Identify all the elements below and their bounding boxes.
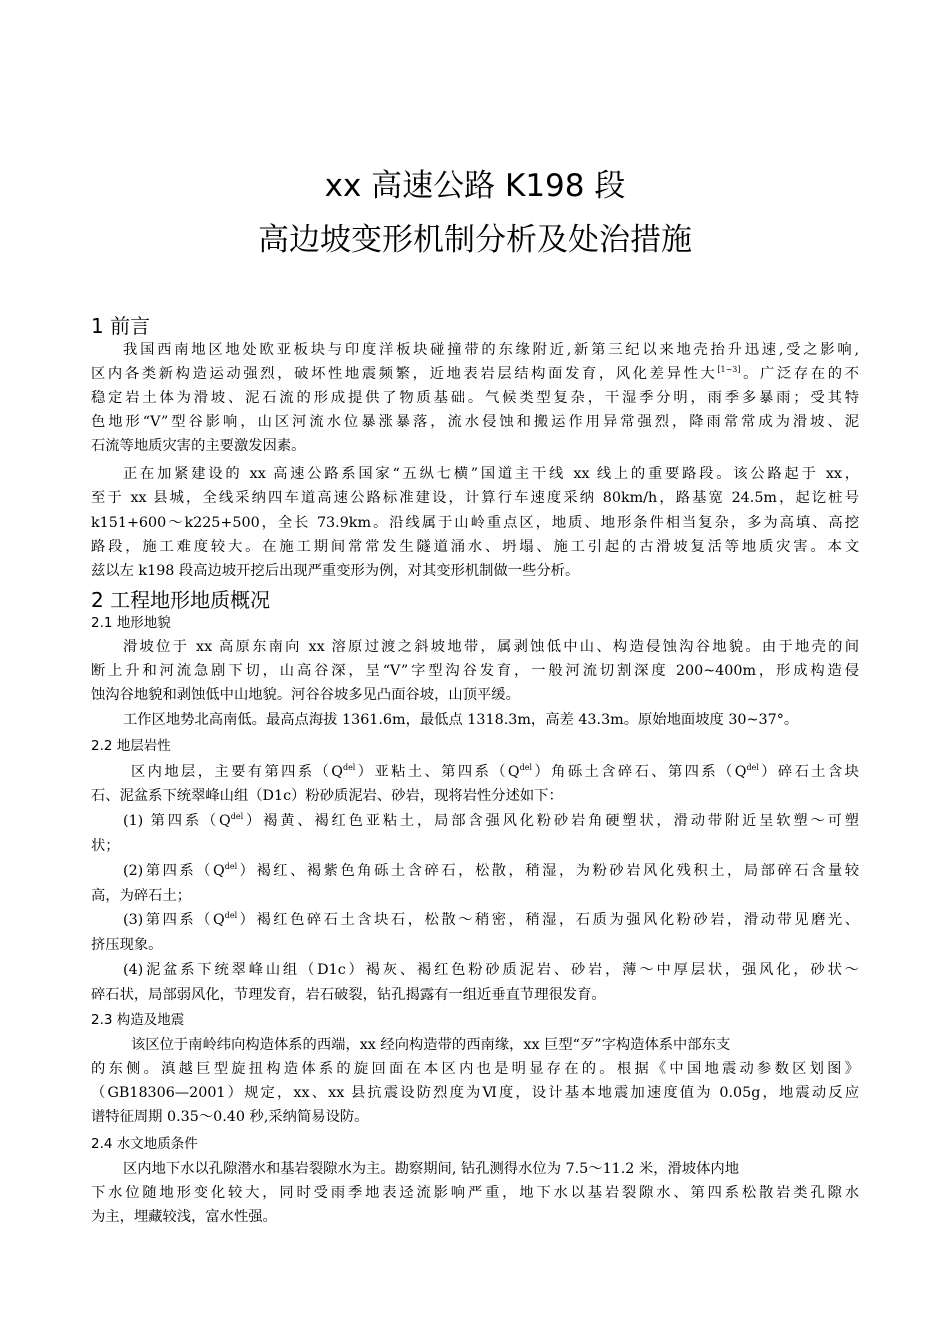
paragraph-line: 蚀沟谷地貌和剥蚀低中山地貌。河谷谷坡多见凸面谷坡，山顶平缓。 (91, 687, 520, 703)
geologic-symbol-superscript: del (746, 763, 759, 772)
paragraph-text: (3)第四系（Q (123, 912, 225, 928)
subsection-2-4-heading: 2.4 水文地质条件 (91, 1136, 198, 1152)
paragraph-line: 为主，埋藏较浅，富水性强。 (91, 1209, 277, 1225)
list-item-line: 高，为碎石土； (91, 888, 192, 904)
list-item-line (91, 910, 859, 930)
paragraph-line: 谱特征周期 0.35～0.40 秒,采纳简易设防。 (91, 1109, 369, 1125)
paragraph-line: 色地形“V”型谷影响，山区河流水位暴涨暴落，流水侵蚀和搬运作用异常强烈，降雨常常成为滑坡、泥 (91, 414, 859, 430)
paragraph-line: 至于 xx 县城，全线采纳四车道高速公路标准建设，计算行车速度采纳 80km/h，路基宽 24.5m，起讫桩号 (91, 490, 859, 506)
paragraph-line: 石、泥盆系下统翠峰山组（D1c）粉砂质泥岩、砂岩，现将岩性分述如下： (91, 788, 563, 804)
paragraph-line (91, 762, 859, 782)
paragraph-text: ）褐黄、褐红色亚粘土，局部含强风化粉砂岩角硬塑状，滑动带附近呈软塑～可塑 (243, 813, 859, 829)
paragraph-text: 。广泛存在的不 (740, 366, 859, 382)
list-item-line: (4)泥盆系下统翠峰山组（D1c）褐灰、褐红色粉砂质泥岩、砂岩，薄～中厚层状，强风化，砂状～ (123, 962, 859, 978)
paragraph-line (91, 364, 859, 384)
paragraph-text: (2)第四系（Q (123, 863, 225, 879)
section-2-heading: 2 工程地形地质概况 (91, 588, 271, 612)
paragraph-line: 工作区地势北高南低。最高点海拔 1361.6m，最低点 1318.3m，高差 43.3m。原始地面坡度 30~37°。 (123, 712, 799, 728)
paragraph-line: 兹以左 k198 段高边坡开挖后出现严重变形为例，对其变形机制做一些分析。 (91, 563, 580, 579)
paragraph-line: 路段，施工难度较大。在施工期间常常发生隧道涌水、坍塌、施工引起的古滑坡复活等地质灾害。本文 (91, 539, 859, 555)
paragraph-line: 该区位于南岭纬向构造体系的西端，xx 经向构造带的西南缘，xx 巨型“歹”字构造体系中部东支 (131, 1037, 731, 1053)
paragraph-line: 的东侧。滇越巨型旋扭构造体系的旋回面在本区内也是明显存在的。根据《中国地震动参数区划图》 (91, 1061, 859, 1077)
geologic-symbol-superscript: del (342, 763, 356, 772)
paragraph-text: 区内各类新构造运动强烈，破坏性地震频繁，近地表岩层结构面发育，风化差异性大 (91, 366, 718, 382)
paragraph-text: ）亚粘土、第四系（Q (355, 764, 520, 780)
document-title-line-1: xx 高速公路 K198 段 (324, 168, 626, 204)
geologic-symbol-superscript: del (230, 812, 244, 821)
document-title-line-2: 高边坡变形机制分析及处治措施 (258, 222, 692, 258)
section-1-heading: 1 前言 (91, 314, 151, 338)
list-item-line: 挤压现象。 (91, 937, 163, 953)
geologic-symbol-superscript: del (224, 862, 238, 871)
geologic-symbol-superscript: del (519, 763, 533, 772)
paragraph-line: 下水位随地形变化较大，同时受雨季地表迳流影响严重，地下水以基岩裂隙水、第四系松散岩类孔隙水 (91, 1185, 859, 1201)
paragraph-line: （GB18306—2001）规定，xx、xx 县抗震设防烈度为Ⅵ度，设计基本地震加速度值为 0.05g，地震动反应 (91, 1085, 859, 1101)
paragraph-text: 区内地层，主要有第四系（Q (131, 764, 343, 780)
paragraph-text: ）褐红色碎石土含块石，松散～稍密，稍湿，石质为强风化粉砂岩，滑动带见磨光、 (237, 912, 859, 928)
paragraph-line: 稳定岩土体为滑坡、泥石流的形成提供了物质基础。气候类型复杂，干湿季分明，雨季多暴雨；受其特 (91, 390, 859, 406)
subsection-2-1-heading: 2.1 地形地貌 (91, 615, 171, 631)
paragraph-text: ）碎石土含块 (758, 764, 859, 780)
list-item-line: 碎石状，局部弱风化，节理发育，岩石破裂，钻孔揭露有一组近垂直节理很发育。 (91, 987, 606, 1003)
citation-ref: [1~3] (717, 365, 741, 374)
paragraph-text: (1) 第四系（Q (123, 813, 231, 829)
list-item-line (91, 811, 859, 831)
subsection-2-3-heading: 2.3 构造及地震 (91, 1012, 185, 1028)
paragraph-line: 断上升和河流急剧下切，山高谷深，呈“V”字型沟谷发育，一般河流切割深度 200~400m，形成构造侵 (91, 663, 859, 679)
paragraph-line: k151+600～k225+500，全长 73.9km。沿线属于山岭重点区，地质、地形条件相当复杂，多为高填、高挖 (91, 515, 859, 531)
subsection-2-2-heading: 2.2 地层岩性 (91, 738, 171, 754)
paragraph-text: ）褐红、褐紫色角砾土含碎石，松散，稍湿，为粉砂岩风化残积土，局部碎石含量较 (237, 863, 859, 879)
paragraph-text: ）角砾土含碎石、第四系（Q (532, 764, 747, 780)
geologic-symbol-superscript: del (224, 911, 238, 920)
paragraph-line: 区内地下水以孔隙潜水和基岩裂隙水为主。勘察期间, 钻孔测得水位为 7.5～11.2 米，滑坡体内地 (123, 1161, 740, 1177)
paragraph-line: 滑坡位于 xx 高原东南向 xx 溶原过渡之斜坡地带，属剥蚀低中山、构造侵蚀沟谷地貌。由于地壳的间 (123, 639, 859, 655)
paragraph-line: 石流等地质灾害的主要激发因素。 (91, 438, 306, 454)
list-item-line (91, 861, 859, 881)
list-item-line: 状； (91, 838, 120, 854)
paragraph-line: 正在加紧建设的 xx 高速公路系国家“五纵七横”国道主干线 xx 线上的重要路段。该公路起于 xx， (123, 466, 859, 482)
paragraph-line: 我国西南地区地处欧亚板块与印度洋板块碰撞带的东缘附近,新第三纪以来地壳抬升迅速,受之影响, (123, 342, 859, 358)
